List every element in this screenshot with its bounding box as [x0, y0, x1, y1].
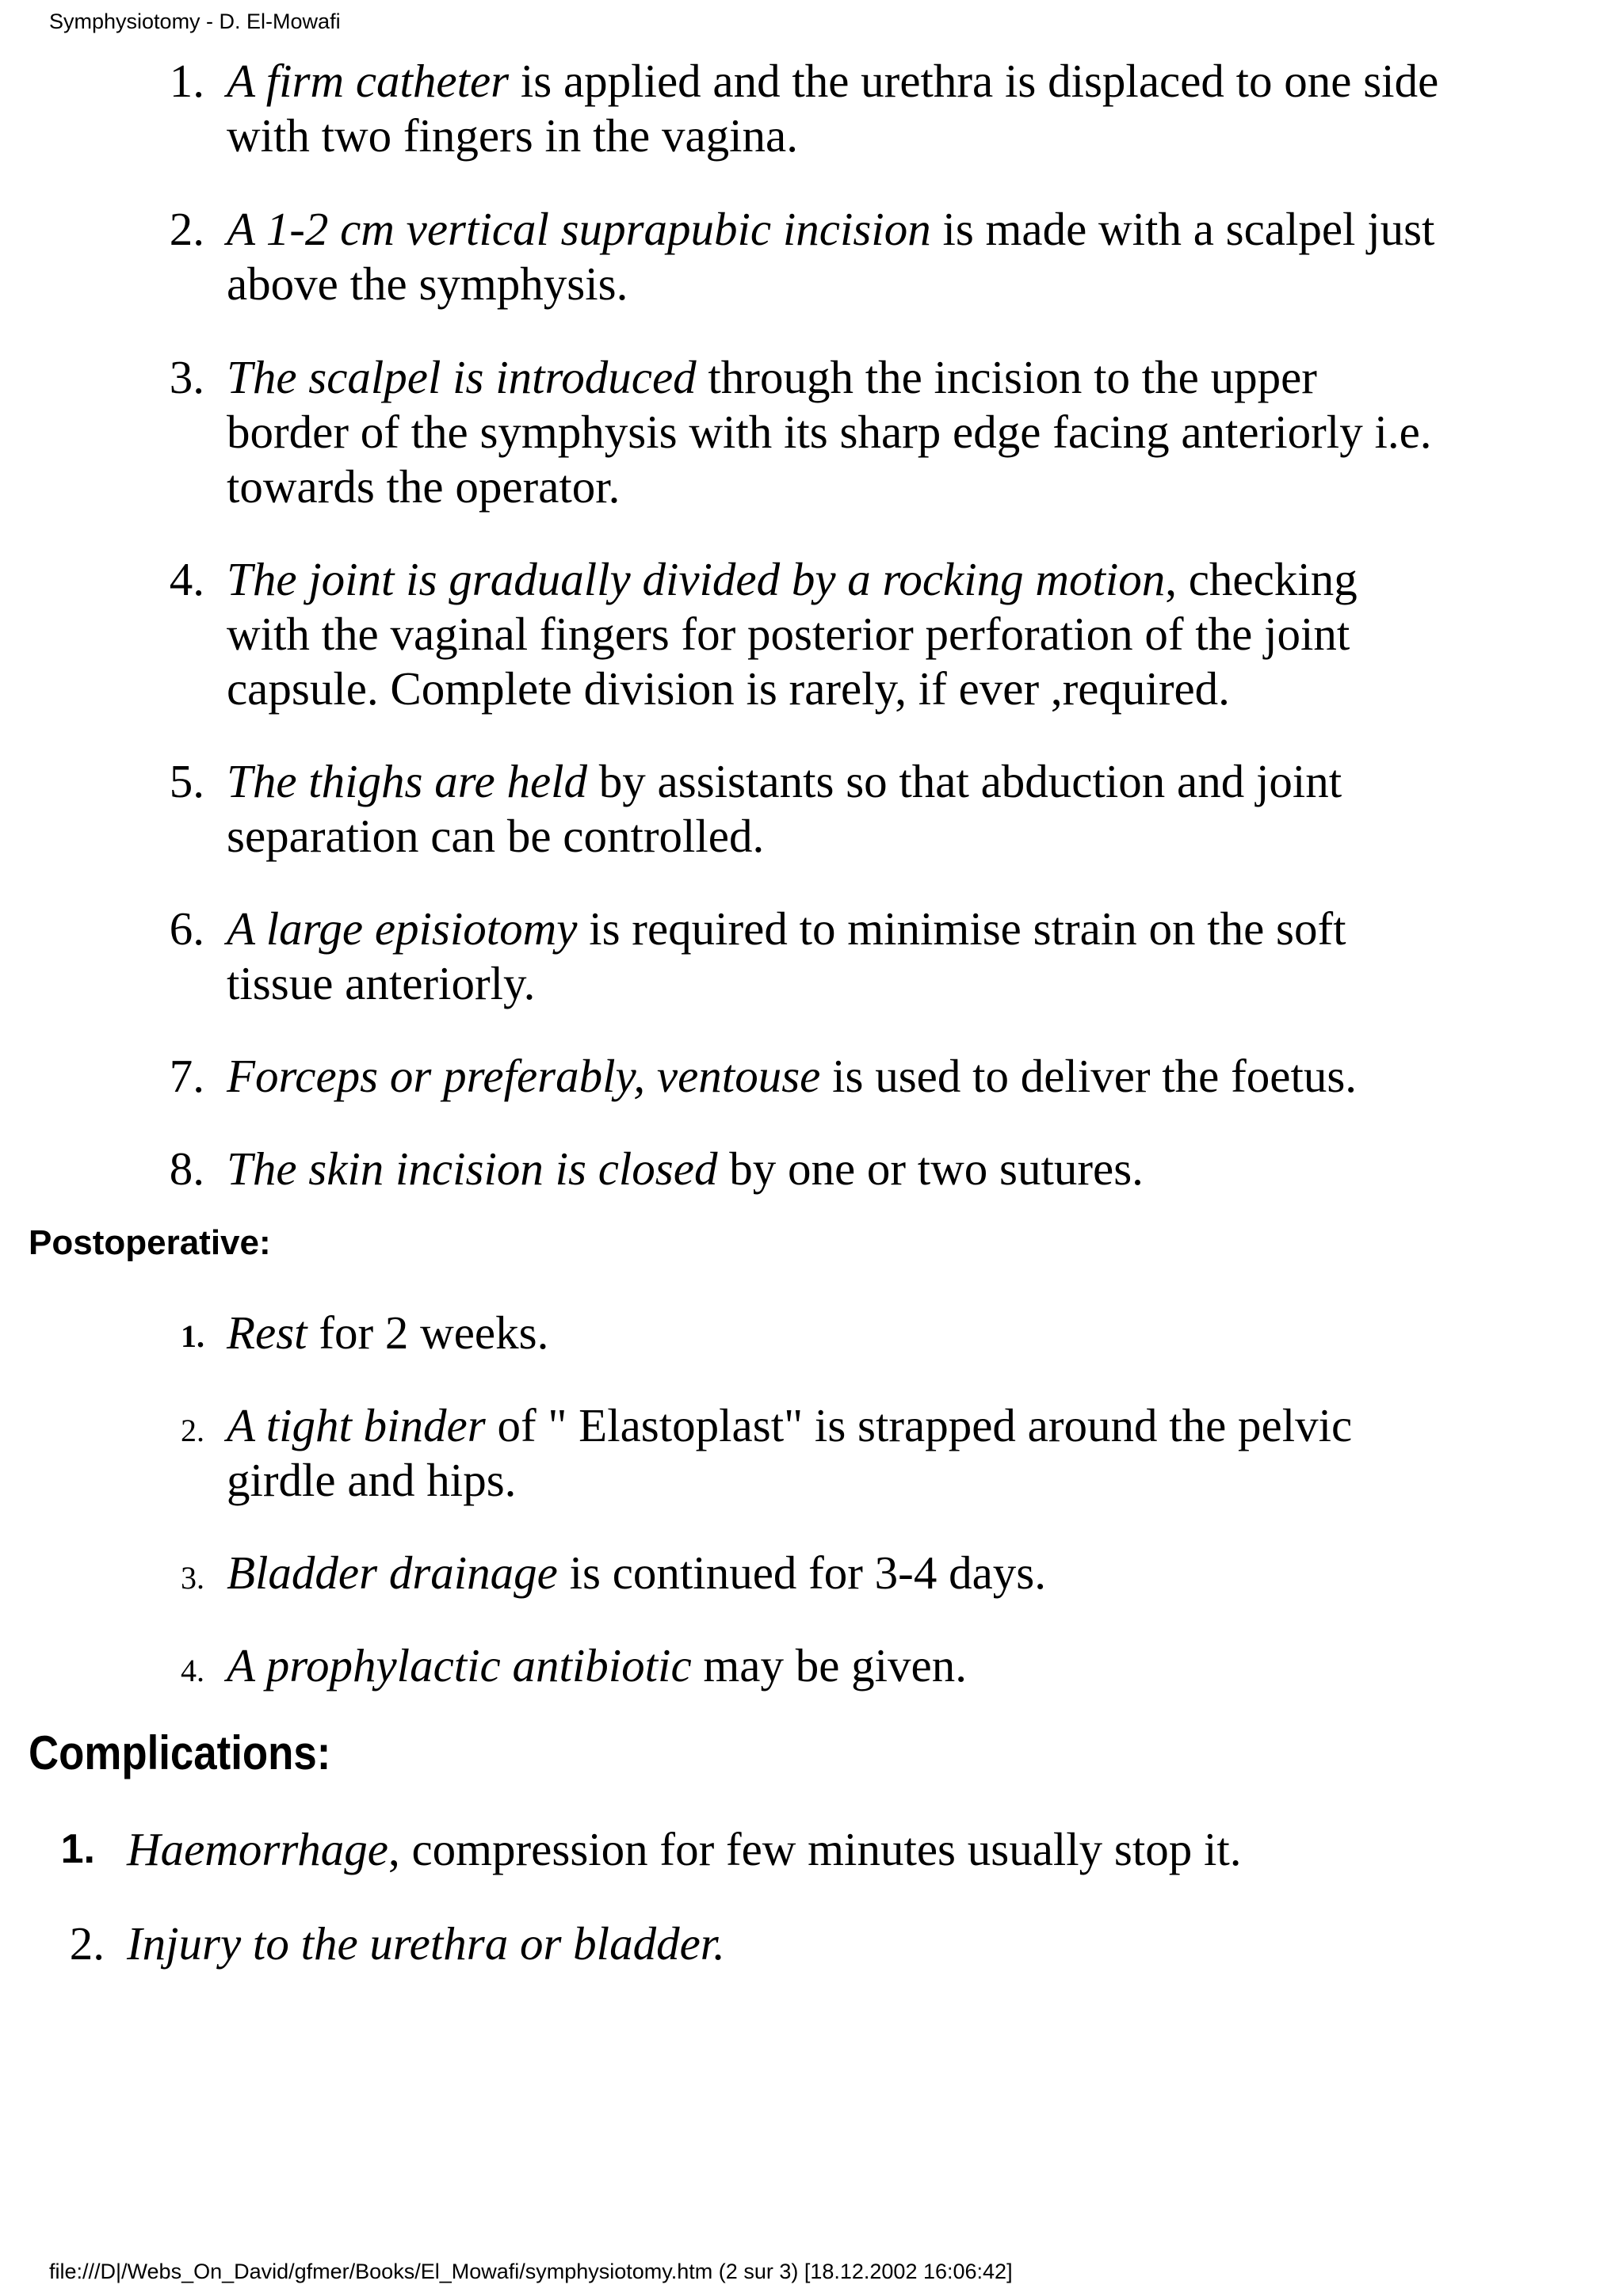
- postop-emphasis: A prophylactic antibiotic: [227, 1639, 692, 1691]
- postop-text-line: girdle and hips.: [227, 1454, 517, 1506]
- step-number: 6.: [169, 902, 204, 955]
- page-footer-url: file:///D|/Webs_On_David/gfmer/Books/El_Mowafi/symphysiotomy.htm (2 sur 3) [18.12.2002 16:06:42]: [49, 2260, 1013, 2283]
- page-header-title: Symphysiotomy - D. El-Mowafi: [49, 10, 341, 33]
- step-text-line: separation can be controlled.: [227, 810, 765, 862]
- step-emphasis: The skin incision is closed: [227, 1142, 718, 1195]
- postop-number: 3.: [181, 1560, 204, 1596]
- complication-emphasis: Injury to the urethra or bladder.: [127, 1917, 725, 1970]
- postop-text: is continued for 3-4 days.: [557, 1547, 1046, 1599]
- postop-number: 2.: [181, 1413, 204, 1448]
- step-text-line: tissue anteriorly.: [227, 957, 536, 1009]
- step-emphasis: The thighs are held: [227, 755, 588, 807]
- complications-heading: Complications:: [29, 1726, 331, 1779]
- step-text-line: towards the operator.: [227, 460, 621, 513]
- step-number: 2.: [169, 203, 204, 255]
- step-text: through the incision to the upper: [696, 351, 1317, 403]
- step-text-line: with two fingers in the vagina.: [227, 109, 798, 162]
- postop-emphasis: Rest: [227, 1306, 307, 1359]
- step-emphasis: The joint is gradually divided by a rocking motion: [227, 553, 1166, 605]
- step-text: , checking: [1165, 553, 1358, 605]
- postop-text: of " Elastoplast" is strapped around the pelvic: [485, 1399, 1353, 1451]
- step-text-line: border of the symphysis with its sharp edge facing anteriorly i.e.: [227, 406, 1432, 458]
- step-number: 7.: [169, 1050, 204, 1102]
- step-text-line: capsule. Complete division is rarely, if ever ,required.: [227, 662, 1230, 715]
- step-emphasis: A large episiotomy: [227, 902, 578, 955]
- step-emphasis: The scalpel is introduced: [227, 351, 697, 403]
- step-emphasis: A 1-2 cm vertical suprapubic incision: [227, 203, 931, 255]
- postop-emphasis: Bladder drainage: [227, 1547, 558, 1599]
- complication-number: 2.: [69, 1917, 105, 1970]
- complication-number: 1.: [60, 1826, 95, 1872]
- step-emphasis: A firm catheter: [227, 55, 510, 107]
- postop-emphasis: A tight binder: [227, 1399, 486, 1451]
- step-text-line: with the vaginal fingers for posterior perforation of the joint: [227, 608, 1350, 660]
- step-emphasis: Forceps or preferably, ventouse: [227, 1050, 821, 1102]
- step-text: by one or two sutures.: [717, 1142, 1144, 1195]
- postop-number: 4.: [181, 1653, 204, 1688]
- step-number: 5.: [169, 755, 204, 807]
- step-number: 8.: [169, 1142, 204, 1195]
- step-number: 3.: [169, 351, 204, 403]
- step-text: is made with a scalpel just: [930, 203, 1435, 255]
- step-number: 1.: [169, 55, 204, 107]
- complication-text: , compression for few minutes usually stop it.: [388, 1823, 1242, 1875]
- step-text-line: above the symphysis.: [227, 257, 628, 310]
- postop-text: may be given.: [691, 1639, 967, 1691]
- step-number: 4.: [169, 553, 204, 605]
- step-text: is required to minimise strain on the soft: [577, 902, 1346, 955]
- step-text: by assistants so that abduction and joint: [587, 755, 1342, 807]
- complication-emphasis: Haemorrhage: [127, 1823, 388, 1875]
- step-text: is used to deliver the foetus.: [820, 1050, 1358, 1102]
- postop-number: 1.: [181, 1318, 204, 1354]
- postop-text: for 2 weeks.: [307, 1306, 549, 1359]
- postoperative-heading: Postoperative:: [29, 1223, 271, 1262]
- step-text: is applied and the urethra is displaced to one side: [509, 55, 1439, 107]
